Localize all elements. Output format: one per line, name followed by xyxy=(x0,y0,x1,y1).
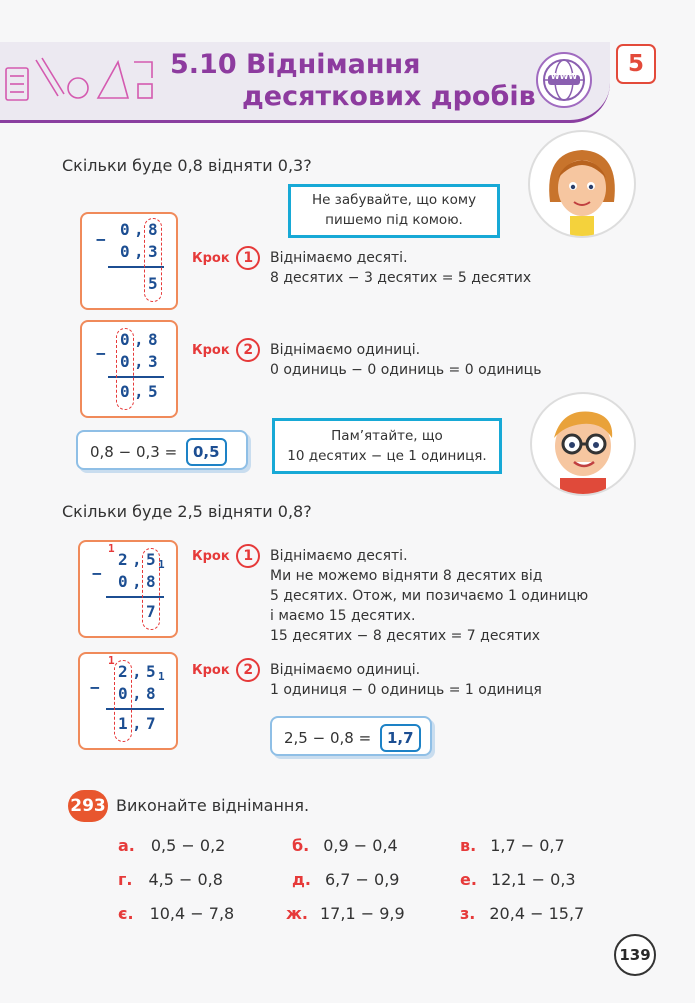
digit: 5 xyxy=(146,662,156,681)
digit: 3 xyxy=(148,352,158,371)
step-line: 8 десятих − 3 десятих = 5 десятих xyxy=(270,270,532,286)
result-digit: 7 xyxy=(146,602,156,621)
step-line: Віднімаємо десяті. xyxy=(270,548,408,564)
digit: 0 xyxy=(120,220,130,239)
borrow-mark: 1 xyxy=(108,542,115,555)
highlight-column xyxy=(114,660,132,742)
result-answer: 1,7 xyxy=(380,724,421,752)
globe-label: WWW xyxy=(550,72,578,81)
stationery-doodles-icon xyxy=(2,48,162,110)
comma: , xyxy=(132,662,142,681)
result-digit: 5 xyxy=(148,382,158,401)
page-number: 139 xyxy=(614,934,656,976)
item-letter: ж. xyxy=(286,904,308,923)
step-number-2: 2 xyxy=(236,338,260,362)
item-letter: є. xyxy=(118,904,134,923)
comma: , xyxy=(134,382,144,401)
exercise-item xyxy=(118,904,234,923)
item-letter: в. xyxy=(460,836,477,855)
result-expression: 0,8 − 0,3 = xyxy=(90,443,178,461)
item-expression: 20,4 − 15,7 xyxy=(489,904,585,923)
highlight-column xyxy=(144,218,162,302)
item-expression: 17,1 − 9,9 xyxy=(320,904,405,923)
question-1: Скільки буде 0,8 відняти 0,3? xyxy=(62,156,312,175)
krok-word: Крок xyxy=(192,663,230,678)
step-line: 5 десятих. Отож, ми позичаємо 1 одиницю xyxy=(270,588,589,604)
calc-box-2-step-1 xyxy=(78,540,178,638)
bubble-1-line-2: пишемо під комою. xyxy=(325,212,463,228)
question-2: Скільки буде 2,5 відняти 0,8? xyxy=(62,502,312,521)
digit: 0 xyxy=(118,572,128,591)
step-number-2: 2 xyxy=(236,658,260,682)
item-expression: 1,7 − 0,7 xyxy=(490,836,565,855)
result-digit: 5 xyxy=(148,274,158,293)
bubble-2-line-2: 10 десятих − це 1 одиниця. xyxy=(287,448,487,464)
speech-bubble-2 xyxy=(272,418,502,474)
step-label-3 xyxy=(192,544,260,568)
digit: 0 xyxy=(120,330,130,349)
item-expression: 6,7 − 0,9 xyxy=(325,870,400,889)
calc-box-1-step-2 xyxy=(80,320,178,418)
result-digit: 1 xyxy=(118,714,128,733)
item-letter: д. xyxy=(292,870,311,889)
step-line: 1 одиниця − 0 одиниць = 1 одиниця xyxy=(270,682,542,698)
item-expression: 0,5 − 0,2 xyxy=(150,836,226,855)
item-letter: з. xyxy=(460,904,476,923)
bubble-1-line-1: Не забувайте, що кому xyxy=(311,192,477,208)
exercise-item xyxy=(292,836,398,855)
result-answer: 0,5 xyxy=(186,438,227,466)
carry-mark: 1 xyxy=(158,558,165,571)
calc-box-1-step-1 xyxy=(80,212,178,310)
exercise-item xyxy=(460,904,584,923)
item-expression: 4,5 − 0,8 xyxy=(148,870,223,889)
comma: , xyxy=(132,550,142,569)
item-expression: 12,1 − 0,3 xyxy=(490,870,576,889)
comma: , xyxy=(134,352,144,371)
item-expression: 10,4 − 7,8 xyxy=(149,904,235,923)
item-letter: а. xyxy=(118,836,135,855)
exercise-item xyxy=(118,870,223,889)
comma: , xyxy=(132,684,142,703)
item-expression: 0,9 − 0,4 xyxy=(323,836,398,855)
item-letter: б. xyxy=(292,836,310,855)
exercise-instruction: Виконайте віднімання. xyxy=(116,796,310,815)
step-line: Віднімаємо одиниці. xyxy=(270,662,421,678)
step-label-2 xyxy=(192,338,260,362)
comma: , xyxy=(134,220,144,239)
krok-word: Крок xyxy=(192,343,230,358)
digit: 3 xyxy=(148,242,158,261)
globe-web-icon[interactable] xyxy=(536,52,592,108)
comma: , xyxy=(134,242,144,261)
comma: , xyxy=(132,572,142,591)
result-box-2 xyxy=(270,716,432,756)
boy-character-avatar xyxy=(530,392,636,496)
borrow-mark: 1 xyxy=(108,654,115,667)
speech-bubble-1 xyxy=(288,184,500,238)
minus-sign: − xyxy=(96,344,106,363)
result-digit: 0 xyxy=(120,382,130,401)
digit: 2 xyxy=(118,662,128,681)
digit: 5 xyxy=(146,550,156,569)
krok-word: Крок xyxy=(192,251,230,266)
step-line: Віднімаємо одиниці. xyxy=(270,342,421,358)
comma: , xyxy=(132,714,142,733)
exercise-item xyxy=(292,870,399,889)
digit: 8 xyxy=(148,220,158,239)
step-line: 15 десятих − 8 десятих = 7 десятих xyxy=(270,628,541,644)
step-number-1: 1 xyxy=(236,544,260,568)
exercise-number-badge: 293 xyxy=(68,790,108,822)
exercise-item xyxy=(460,836,565,855)
step-number-1: 1 xyxy=(236,246,260,270)
chapter-badge: 5 xyxy=(616,44,656,84)
digit: 2 xyxy=(118,550,128,569)
ex2-step2-text xyxy=(270,660,542,700)
digit: 0 xyxy=(118,684,128,703)
item-letter: е. xyxy=(460,870,477,889)
carry-mark: 1 xyxy=(158,670,165,683)
exercise-item xyxy=(460,870,576,889)
calc-box-2-step-2 xyxy=(78,652,178,750)
bubble-2-line-1: Пам’ятайте, що xyxy=(331,428,443,444)
result-digit: 7 xyxy=(146,714,156,733)
comma: , xyxy=(134,330,144,349)
ex1-step2-text xyxy=(270,340,541,380)
exercise-item xyxy=(118,836,225,855)
result-expression: 2,5 − 0,8 = xyxy=(284,729,372,747)
step-label-1 xyxy=(192,246,260,270)
digit: 8 xyxy=(146,572,156,591)
minus-sign: − xyxy=(96,230,106,249)
lesson-title-line-1: 5.10 Віднімання xyxy=(170,49,421,80)
digit: 0 xyxy=(120,242,130,261)
step-line: Ми не можемо відняти 8 десятих від xyxy=(270,568,543,584)
step-line: 0 одиниць − 0 одиниць = 0 одиниць xyxy=(270,362,542,378)
step-line: і маємо 15 десятих. xyxy=(270,608,416,624)
digit: 8 xyxy=(146,684,156,703)
ex2-step1-text xyxy=(270,546,588,646)
digit: 0 xyxy=(120,352,130,371)
minus-sign: − xyxy=(90,678,100,697)
digit: 8 xyxy=(148,330,158,349)
girl-character-avatar xyxy=(528,130,636,238)
step-label-4 xyxy=(192,658,260,682)
highlight-column xyxy=(116,328,134,410)
result-box-1 xyxy=(76,430,248,470)
item-letter: г. xyxy=(118,870,133,889)
exercise-item xyxy=(286,904,405,923)
lesson-title-line-2: десяткових дробів xyxy=(242,81,536,112)
krok-word: Крок xyxy=(192,549,230,564)
highlight-column xyxy=(142,548,160,630)
minus-sign: − xyxy=(92,564,102,583)
step-line: Віднімаємо десяті. xyxy=(270,250,408,266)
ex1-step1-text xyxy=(270,248,531,288)
